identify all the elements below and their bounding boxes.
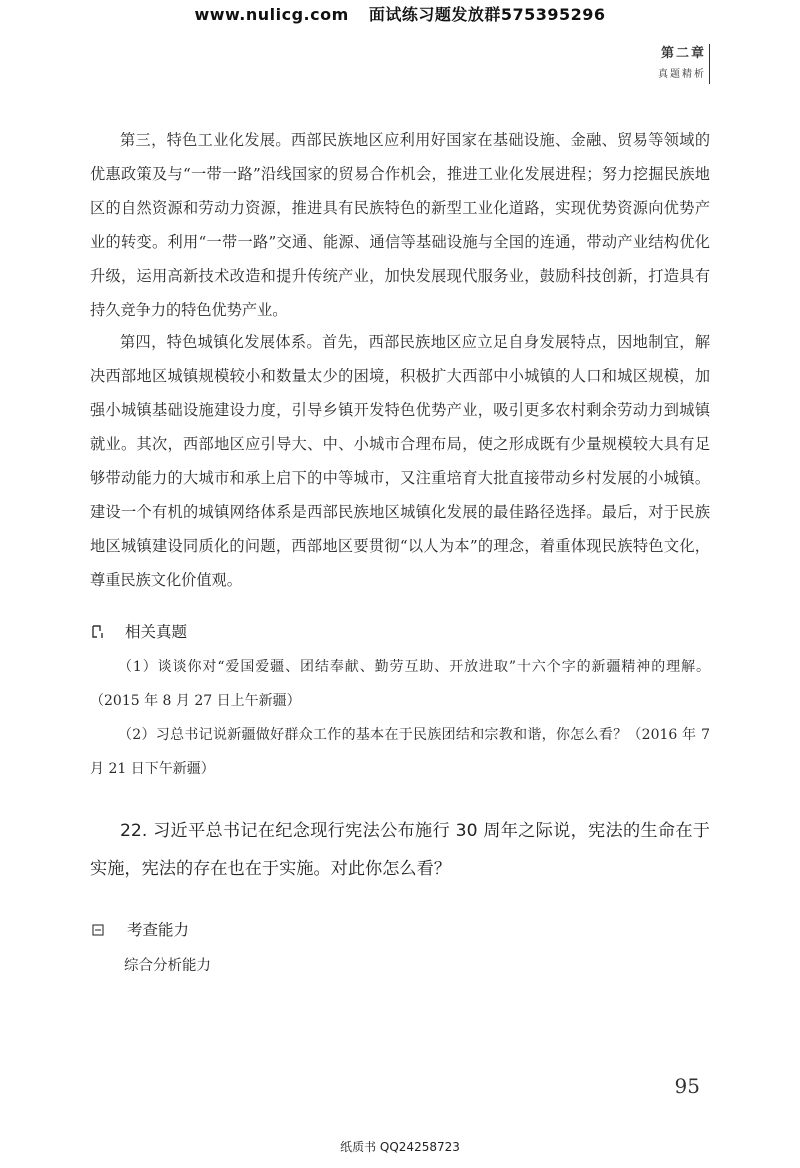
page-number: 95 — [674, 1074, 700, 1098]
related-heading-label: 相关真题 — [124, 623, 187, 641]
chapter-header — [658, 42, 706, 80]
box-icon — [92, 922, 104, 934]
related-question-item: （1）谈谈你对“爱国爱疆、团结奉献、勤劳互助、开放进取”十六个字的新疆精神的理解。（2015 年 8 月 27 日上午新疆） — [90, 659, 710, 709]
footer-note: 纸质书 QQ24258723 — [340, 1140, 460, 1154]
related-question-item: （2）习总书记说新疆做好群众工作的基本在于民族团结和宗教和谐，你怎么看？（2016 年 7 月 21 日下午新疆） — [90, 727, 710, 777]
chapter-subtitle: 真题精析 — [658, 69, 706, 80]
question-22: 22. 习近平总书记在纪念现行宪法公布施行 30 周年之际说，宪法的生命在于实施，宪法的存在也在于实施。对此你怎么看？ — [90, 821, 710, 879]
top-banner — [0, 2, 800, 25]
chapter-title: 第二章 — [660, 46, 706, 61]
ability-text: 综合分析能力 — [124, 958, 211, 974]
chapter-divider — [709, 44, 710, 84]
paragraph-industrialization: 第三，特色工业化发展。西部民族地区应利用好国家在基础设施、金融、贸易等领域的优惠政策及与“一带一路”沿线国家的贸易合作机会，推进工业化发展进程；努力挖掘民族地区的自然资源和劳动力资源，推进具有民族特色的新型工业化道路，实现优势资源向优势产业的转变。利用“一带一路”交通、能源、通信等基础设施与全国的连通，带动产业结构优化升级，运用高新技术改造和提升传统产业，加快发展现代服务业，鼓励科技创新，打造具有持久竞争力的特色优势产业。 — [90, 131, 710, 319]
ability-heading-label: 考查能力 — [126, 921, 189, 939]
banner-group: 面试练习题发放群575395296 — [368, 5, 606, 24]
related-questions-list — [90, 650, 710, 786]
bracket-icon — [92, 625, 106, 639]
related-questions-heading — [92, 620, 187, 642]
banner-site: www.nulicg.com — [194, 5, 349, 24]
paragraph-urbanization: 第四，特色城镇化发展体系。首先，西部民族地区应立足自身发展特点，因地制宜，解决西部地区城镇规模较小和数量太少的困境，积极扩大西部中小城镇的人口和城区规模，加强小城镇基础设施建设力度，引导乡镇开发特色优势产业，吸引更多农村剩余劳动力到城镇就业。其次，西部地区应引导大、中、小城市合理布局，使之形成既有少量规模较大具有足够带动能力的大城市和承上启下的中等城市，又注重培育大批直接带动乡村发展的小城镇。建设一个有机的城镇网络体系是西部民族地区城镇化发展的最佳路径选择。最后，对于民族地区城镇建设同质化的问题，西部地区要贯彻“以人为本”的理念，着重体现民族特色文化，尊重民族文化价值观。 — [90, 333, 710, 589]
ability-heading — [92, 918, 189, 940]
